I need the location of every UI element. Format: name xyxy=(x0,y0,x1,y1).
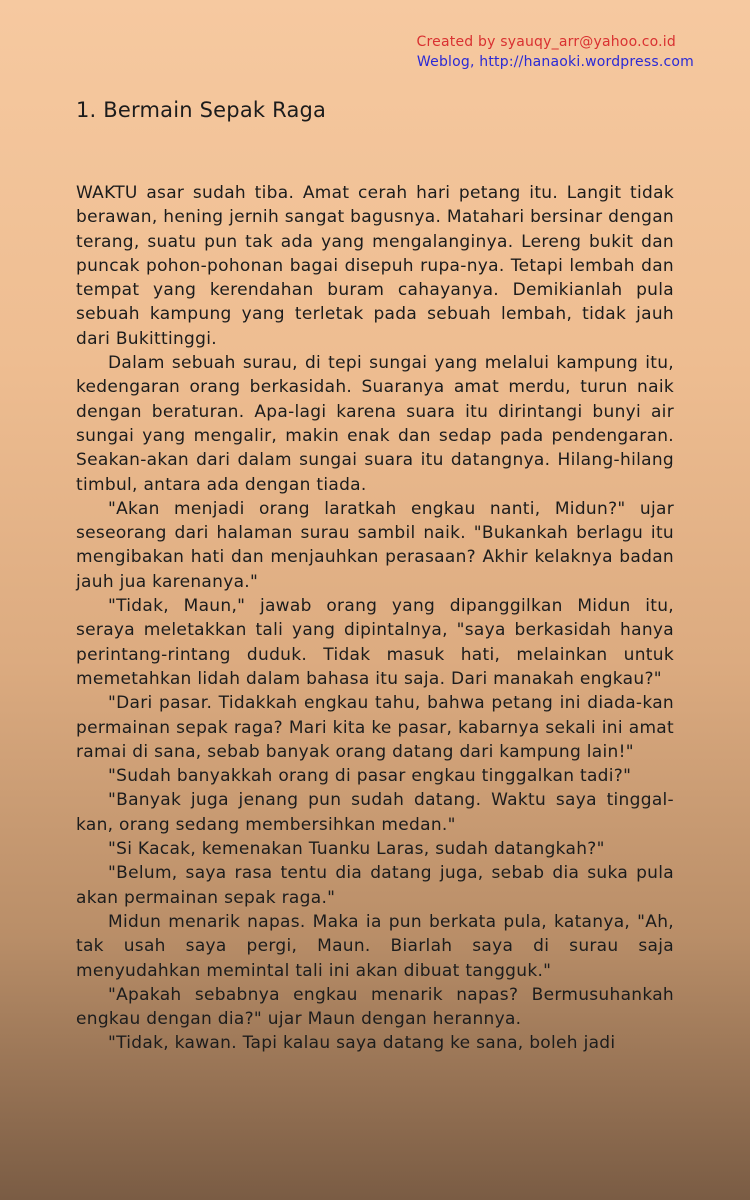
chapter-title: 1. Bermain Sepak Raga xyxy=(76,98,327,122)
paragraph: "Si Kacak, kemenakan Tuanku Laras, sudah datangkah?" xyxy=(108,839,605,860)
paragraph: Midun menarik napas. Maka ia pun berkata pula, katanya, "Ah, tak usah saya pergi, Maun. Biarlah saya di surau saja menyudahkan memintal tali ini akan dibuat tangguk." xyxy=(76,911,674,981)
paragraph: "Dari pasar. Tidakkah engkau tahu, bahwa petang ini diada-kan permainan sepak raga? Mari kita ke pasar, kabarnya sekali ini amat ramai di sana, sebab banyak orang datang dari kampung lain!" xyxy=(76,693,674,762)
credit-email-line: Created by syauqy_arr@yahoo.co.id xyxy=(416,34,676,50)
credit-block xyxy=(417,32,694,72)
paragraph: "Belum, saya rasa tentu dia datang juga, sebab dia suka pula akan permainan sepak raga." xyxy=(76,863,674,908)
credit-weblog-line: Weblog, http://hanaoki.wordpress.com xyxy=(416,54,694,70)
paragraph: "Sudah banyakkah orang di pasar engkau tinggalkan tadi?" xyxy=(108,766,632,787)
paragraph: "Tidak, kawan. Tapi kalau saya datang ke sana, boleh jadi xyxy=(108,1033,616,1054)
paragraph: "Apakah sebabnya engkau menarik napas? Bermusuhankah engkau dengan dia?" ujar Maun dengan herannya. xyxy=(76,984,674,1030)
paragraph: Dalam sebuah surau, di tepi sungai yang melalui kampung itu, kedengaran orang berkasidah. Suaranya amat merdu, turun naik dengan beraturan. Apa-lagi karena suara itu dirintangi bunyi air sungai yang mengalir, makin enak dan sedap pada pendengaran. Seakan-akan dari dalam sungai suara itu datangnya. Hilang-hilang timbul, antara ada dengan tiada. xyxy=(76,353,674,495)
paragraph: WAKTU asar sudah tiba. Amat cerah hari petang itu. Langit tidak berawan, hening jernih sangat bagusnya. Matahari bersinar dengan terang, suatu pun tak ada yang mengalanginya. Lereng bukit dan puncak pohon-pohonan bagai disepuh rupa-nya. Tetapi lembah dan tempat yang kerendahan buram cahayanya. Demikianlah pula sebuah kampung yang terletak pada sebuah lembah, tidak jauh dari Bukittinggi. xyxy=(76,183,674,349)
paragraph: "Banyak juga jenang pun sudah datang. Waktu saya tinggal-kan, orang sedang membersihkan medan." xyxy=(76,790,674,835)
paragraph: "Tidak, Maun," jawab orang yang dipanggilkan Midun itu, seraya meletakkan tali yang dipintalnya, "saya berkasidah hanya perintang-rintang duduk. Tidak masuk hati, melainkan untuk memetahkan lidah dalam bahasa itu saja. Dari manakah engkau?" xyxy=(76,596,674,689)
paragraph: "Akan menjadi orang laratkah engkau nanti, Midun?" ujar seseorang dari halaman surau sambil naik. "Bukankah berlagu itu mengibakan hati dan menjauhkan perasaan? Akhir kelaknya badan jauh jua karenanya." xyxy=(76,498,674,592)
chapter-body xyxy=(76,181,674,1056)
